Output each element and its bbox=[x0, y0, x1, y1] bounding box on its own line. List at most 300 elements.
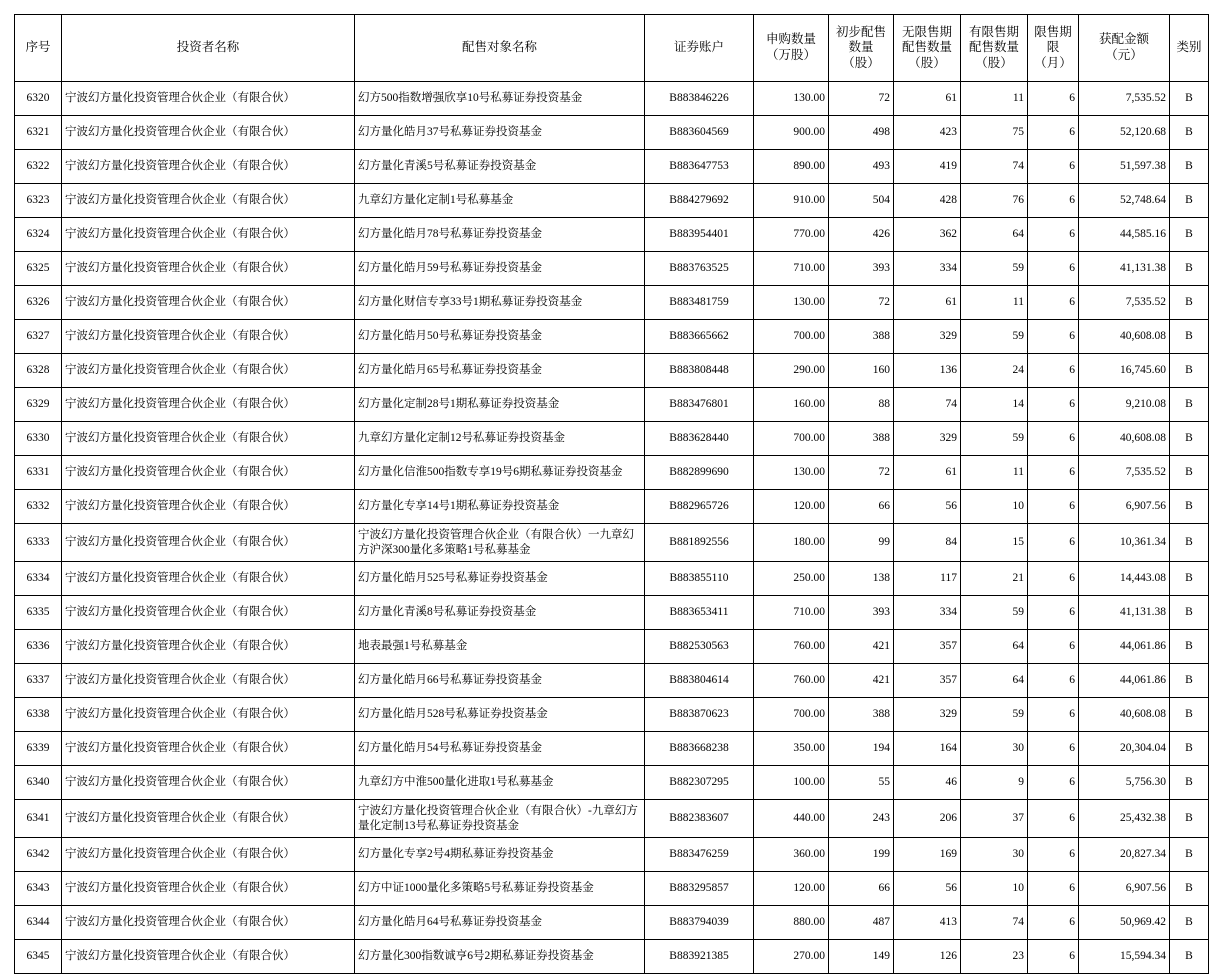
cell-subscription-quantity: 890.00 bbox=[754, 150, 829, 184]
cell-securities-account: B882899690 bbox=[645, 456, 754, 490]
header-label-line: 配售对象名称 bbox=[461, 40, 537, 55]
cell-preliminary-placement-quantity: 199 bbox=[829, 838, 894, 872]
header-label-line: 申购数量 bbox=[765, 32, 816, 47]
cell-subscription-quantity: 270.00 bbox=[754, 940, 829, 974]
table-row bbox=[15, 82, 1209, 116]
placement-object-line: 幻方500指数增强欣享10号私募证券投资基金 bbox=[358, 92, 583, 105]
cell-allocated-amount: 41,131.38 bbox=[1079, 252, 1170, 286]
cell-subscription-quantity: 130.00 bbox=[754, 286, 829, 320]
cell-category: B bbox=[1170, 940, 1209, 974]
cell-lockup-period: 6 bbox=[1028, 872, 1079, 906]
cell-preliminary-placement-quantity: 160 bbox=[829, 354, 894, 388]
cell-allocated-amount: 44,585.16 bbox=[1079, 218, 1170, 252]
table-body bbox=[15, 82, 1209, 974]
table-row bbox=[15, 562, 1209, 596]
cell-category: B bbox=[1170, 490, 1209, 524]
cell-restricted-placement-quantity: 59 bbox=[961, 422, 1028, 456]
cell-investor-name: 宁波幻方量化投资管理合伙企业（有限合伙） bbox=[62, 388, 355, 422]
cell-investor-name: 宁波幻方量化投资管理合伙企业（有限合伙） bbox=[62, 664, 355, 698]
table-row bbox=[15, 252, 1209, 286]
cell-category: B bbox=[1170, 664, 1209, 698]
cell-seq: 6329 bbox=[15, 388, 62, 422]
cell-lockup-period: 6 bbox=[1028, 562, 1079, 596]
header-seq bbox=[15, 15, 62, 82]
header-label-line: 获配金额 bbox=[1098, 32, 1149, 47]
cell-placement-object-name bbox=[355, 766, 645, 800]
header-label-line: 限 bbox=[1046, 40, 1060, 55]
table-row bbox=[15, 354, 1209, 388]
cell-preliminary-placement-quantity: 504 bbox=[829, 184, 894, 218]
cell-subscription-quantity: 130.00 bbox=[754, 82, 829, 116]
cell-unrestricted-placement-quantity: 56 bbox=[894, 872, 961, 906]
header-label-line: 配售数量 bbox=[968, 40, 1019, 55]
cell-preliminary-placement-quantity: 426 bbox=[829, 218, 894, 252]
cell-unrestricted-placement-quantity: 357 bbox=[894, 630, 961, 664]
placement-object-line: 九章幻方量化定制12号私募证券投资基金 bbox=[358, 432, 565, 445]
cell-allocated-amount: 15,594.34 bbox=[1079, 940, 1170, 974]
cell-restricted-placement-quantity: 74 bbox=[961, 150, 1028, 184]
table-row bbox=[15, 732, 1209, 766]
cell-securities-account: B883481759 bbox=[645, 286, 754, 320]
placement-object-line: 幻方量化信淮500指数专享19号6期私募证券投资基金 bbox=[358, 466, 623, 479]
table-row bbox=[15, 490, 1209, 524]
table-row bbox=[15, 766, 1209, 800]
cell-securities-account: B883476259 bbox=[645, 838, 754, 872]
cell-preliminary-placement-quantity: 421 bbox=[829, 630, 894, 664]
cell-preliminary-placement-quantity: 149 bbox=[829, 940, 894, 974]
cell-allocated-amount: 7,535.52 bbox=[1079, 456, 1170, 490]
cell-unrestricted-placement-quantity: 74 bbox=[894, 388, 961, 422]
cell-seq: 6333 bbox=[15, 524, 62, 562]
table-row bbox=[15, 872, 1209, 906]
header-label-line: 配售数量 bbox=[901, 40, 952, 55]
header-label-line: 类别 bbox=[1176, 40, 1202, 55]
cell-subscription-quantity: 700.00 bbox=[754, 698, 829, 732]
cell-placement-object-name bbox=[355, 422, 645, 456]
cell-unrestricted-placement-quantity: 423 bbox=[894, 116, 961, 150]
cell-seq: 6344 bbox=[15, 906, 62, 940]
cell-preliminary-placement-quantity: 243 bbox=[829, 800, 894, 838]
cell-category: B bbox=[1170, 596, 1209, 630]
cell-unrestricted-placement-quantity: 334 bbox=[894, 596, 961, 630]
cell-investor-name: 宁波幻方量化投资管理合伙企业（有限合伙） bbox=[62, 596, 355, 630]
cell-restricted-placement-quantity: 59 bbox=[961, 252, 1028, 286]
cell-subscription-quantity: 760.00 bbox=[754, 664, 829, 698]
cell-securities-account: B883954401 bbox=[645, 218, 754, 252]
cell-unrestricted-placement-quantity: 84 bbox=[894, 524, 961, 562]
cell-preliminary-placement-quantity: 138 bbox=[829, 562, 894, 596]
cell-seq: 6323 bbox=[15, 184, 62, 218]
cell-restricted-placement-quantity: 37 bbox=[961, 800, 1028, 838]
cell-restricted-placement-quantity: 76 bbox=[961, 184, 1028, 218]
cell-restricted-placement-quantity: 23 bbox=[961, 940, 1028, 974]
cell-category: B bbox=[1170, 320, 1209, 354]
placement-object-line: 幻方量化皓月525号私募证券投资基金 bbox=[358, 572, 548, 585]
cell-allocated-amount: 6,907.56 bbox=[1079, 872, 1170, 906]
table-row bbox=[15, 940, 1209, 974]
cell-allocated-amount: 9,210.08 bbox=[1079, 388, 1170, 422]
placement-object-line: 幻方量化皓月528号私募证券投资基金 bbox=[358, 708, 548, 721]
cell-subscription-quantity: 760.00 bbox=[754, 630, 829, 664]
cell-lockup-period: 6 bbox=[1028, 218, 1079, 252]
cell-securities-account: B883647753 bbox=[645, 150, 754, 184]
cell-seq: 6324 bbox=[15, 218, 62, 252]
cell-securities-account: B882530563 bbox=[645, 630, 754, 664]
cell-subscription-quantity: 100.00 bbox=[754, 766, 829, 800]
placement-object-line: 方沪深300量化多策略1号私募基金 bbox=[358, 543, 531, 556]
cell-seq: 6340 bbox=[15, 766, 62, 800]
cell-securities-account: B883921385 bbox=[645, 940, 754, 974]
cell-placement-object-name bbox=[355, 800, 645, 838]
cell-unrestricted-placement-quantity: 428 bbox=[894, 184, 961, 218]
cell-seq: 6331 bbox=[15, 456, 62, 490]
header-label-line: 初步配售 bbox=[835, 24, 886, 39]
cell-placement-object-name bbox=[355, 252, 645, 286]
cell-lockup-period: 6 bbox=[1028, 906, 1079, 940]
cell-investor-name: 宁波幻方量化投资管理合伙企业（有限合伙） bbox=[62, 116, 355, 150]
cell-preliminary-placement-quantity: 194 bbox=[829, 732, 894, 766]
cell-allocated-amount: 14,443.08 bbox=[1079, 562, 1170, 596]
cell-category: B bbox=[1170, 422, 1209, 456]
header-unrestricted-placement-quantity bbox=[894, 15, 961, 82]
cell-allocated-amount: 41,131.38 bbox=[1079, 596, 1170, 630]
cell-placement-object-name bbox=[355, 524, 645, 562]
cell-seq: 6332 bbox=[15, 490, 62, 524]
cell-investor-name: 宁波幻方量化投资管理合伙企业（有限合伙） bbox=[62, 800, 355, 838]
table-row bbox=[15, 116, 1209, 150]
cell-securities-account: B883665662 bbox=[645, 320, 754, 354]
cell-allocated-amount: 44,061.86 bbox=[1079, 630, 1170, 664]
cell-lockup-period: 6 bbox=[1028, 184, 1079, 218]
cell-lockup-period: 6 bbox=[1028, 150, 1079, 184]
cell-seq: 6337 bbox=[15, 664, 62, 698]
cell-placement-object-name bbox=[355, 354, 645, 388]
cell-category: B bbox=[1170, 838, 1209, 872]
cell-preliminary-placement-quantity: 99 bbox=[829, 524, 894, 562]
placement-object-line: 幻方量化财信专享33号1期私募证券投资基金 bbox=[358, 296, 583, 309]
cell-category: B bbox=[1170, 82, 1209, 116]
cell-subscription-quantity: 180.00 bbox=[754, 524, 829, 562]
cell-category: B bbox=[1170, 906, 1209, 940]
cell-placement-object-name bbox=[355, 218, 645, 252]
cell-subscription-quantity: 700.00 bbox=[754, 422, 829, 456]
placement-object-line: 幻方中证1000量化多策略5号私募证券投资基金 bbox=[358, 882, 594, 895]
cell-restricted-placement-quantity: 14 bbox=[961, 388, 1028, 422]
cell-restricted-placement-quantity: 10 bbox=[961, 490, 1028, 524]
cell-preliminary-placement-quantity: 72 bbox=[829, 456, 894, 490]
table-row bbox=[15, 218, 1209, 252]
table-header bbox=[15, 15, 1209, 82]
placement-object-line: 幻方量化300指数诚亨6号2期私募证券投资基金 bbox=[358, 950, 594, 963]
cell-allocated-amount: 40,608.08 bbox=[1079, 422, 1170, 456]
header-subscription-quantity bbox=[754, 15, 829, 82]
placement-object-line: 幻方量化皓月65号私募证券投资基金 bbox=[358, 364, 542, 377]
cell-seq: 6326 bbox=[15, 286, 62, 320]
cell-preliminary-placement-quantity: 487 bbox=[829, 906, 894, 940]
header-securities-account bbox=[645, 15, 754, 82]
cell-restricted-placement-quantity: 30 bbox=[961, 838, 1028, 872]
table-row bbox=[15, 838, 1209, 872]
cell-subscription-quantity: 160.00 bbox=[754, 388, 829, 422]
cell-subscription-quantity: 900.00 bbox=[754, 116, 829, 150]
cell-lockup-period: 6 bbox=[1028, 456, 1079, 490]
cell-category: B bbox=[1170, 766, 1209, 800]
cell-category: B bbox=[1170, 116, 1209, 150]
cell-lockup-period: 6 bbox=[1028, 388, 1079, 422]
cell-placement-object-name bbox=[355, 838, 645, 872]
cell-lockup-period: 6 bbox=[1028, 800, 1079, 838]
placement-object-line: 幻方量化专享14号1期私募证券投资基金 bbox=[358, 500, 560, 513]
placement-object-line: 宁波幻方量化投资管理合伙企业（有限合伙）一九章幻 bbox=[358, 529, 634, 542]
cell-preliminary-placement-quantity: 388 bbox=[829, 422, 894, 456]
cell-unrestricted-placement-quantity: 334 bbox=[894, 252, 961, 286]
cell-unrestricted-placement-quantity: 329 bbox=[894, 698, 961, 732]
cell-unrestricted-placement-quantity: 61 bbox=[894, 456, 961, 490]
cell-category: B bbox=[1170, 252, 1209, 286]
cell-securities-account: B883604569 bbox=[645, 116, 754, 150]
cell-restricted-placement-quantity: 75 bbox=[961, 116, 1028, 150]
placement-object-line: 幻方量化皓月59号私募证券投资基金 bbox=[358, 262, 542, 275]
cell-investor-name: 宁波幻方量化投资管理合伙企业（有限合伙） bbox=[62, 524, 355, 562]
cell-securities-account: B883295857 bbox=[645, 872, 754, 906]
cell-preliminary-placement-quantity: 55 bbox=[829, 766, 894, 800]
cell-lockup-period: 6 bbox=[1028, 354, 1079, 388]
cell-seq: 6327 bbox=[15, 320, 62, 354]
cell-placement-object-name bbox=[355, 320, 645, 354]
cell-securities-account: B881892556 bbox=[645, 524, 754, 562]
cell-securities-account: B883763525 bbox=[645, 252, 754, 286]
cell-lockup-period: 6 bbox=[1028, 940, 1079, 974]
table-row bbox=[15, 698, 1209, 732]
placement-object-line: 幻方量化皓月78号私募证券投资基金 bbox=[358, 228, 542, 241]
placement-object-line: 幻方量化定制28号1期私募证券投资基金 bbox=[358, 398, 560, 411]
cell-unrestricted-placement-quantity: 329 bbox=[894, 320, 961, 354]
allocation-table bbox=[14, 14, 1209, 974]
placement-object-line: 幻方量化专享2号4期私募证券投资基金 bbox=[358, 848, 554, 861]
cell-subscription-quantity: 130.00 bbox=[754, 456, 829, 490]
cell-allocated-amount: 52,120.68 bbox=[1079, 116, 1170, 150]
cell-placement-object-name bbox=[355, 82, 645, 116]
cell-subscription-quantity: 700.00 bbox=[754, 320, 829, 354]
cell-investor-name: 宁波幻方量化投资管理合伙企业（有限合伙） bbox=[62, 940, 355, 974]
cell-restricted-placement-quantity: 21 bbox=[961, 562, 1028, 596]
placement-object-line: 幻方量化皓月50号私募证券投资基金 bbox=[358, 330, 542, 343]
cell-category: B bbox=[1170, 184, 1209, 218]
header-placement-object-name bbox=[355, 15, 645, 82]
cell-lockup-period: 6 bbox=[1028, 838, 1079, 872]
cell-placement-object-name bbox=[355, 940, 645, 974]
cell-unrestricted-placement-quantity: 329 bbox=[894, 422, 961, 456]
cell-securities-account: B882307295 bbox=[645, 766, 754, 800]
cell-unrestricted-placement-quantity: 61 bbox=[894, 286, 961, 320]
cell-investor-name: 宁波幻方量化投资管理合伙企业（有限合伙） bbox=[62, 150, 355, 184]
cell-category: B bbox=[1170, 524, 1209, 562]
cell-lockup-period: 6 bbox=[1028, 524, 1079, 562]
header-category bbox=[1170, 15, 1209, 82]
cell-unrestricted-placement-quantity: 362 bbox=[894, 218, 961, 252]
cell-lockup-period: 6 bbox=[1028, 630, 1079, 664]
cell-restricted-placement-quantity: 59 bbox=[961, 698, 1028, 732]
cell-securities-account: B883668238 bbox=[645, 732, 754, 766]
header-investor-name bbox=[62, 15, 355, 82]
cell-unrestricted-placement-quantity: 413 bbox=[894, 906, 961, 940]
table-row bbox=[15, 320, 1209, 354]
header-row bbox=[15, 15, 1209, 82]
cell-restricted-placement-quantity: 64 bbox=[961, 630, 1028, 664]
cell-investor-name: 宁波幻方量化投资管理合伙企业（有限合伙） bbox=[62, 218, 355, 252]
cell-allocated-amount: 6,907.56 bbox=[1079, 490, 1170, 524]
cell-placement-object-name bbox=[355, 596, 645, 630]
cell-allocated-amount: 50,969.42 bbox=[1079, 906, 1170, 940]
cell-lockup-period: 6 bbox=[1028, 252, 1079, 286]
cell-placement-object-name bbox=[355, 388, 645, 422]
header-label-line: （股） bbox=[908, 55, 946, 70]
cell-seq: 6328 bbox=[15, 354, 62, 388]
cell-investor-name: 宁波幻方量化投资管理合伙企业（有限合伙） bbox=[62, 630, 355, 664]
header-label-line: 投资者名称 bbox=[176, 40, 240, 55]
cell-unrestricted-placement-quantity: 126 bbox=[894, 940, 961, 974]
cell-securities-account: B882965726 bbox=[645, 490, 754, 524]
header-preliminary-placement-quantity bbox=[829, 15, 894, 82]
cell-lockup-period: 6 bbox=[1028, 116, 1079, 150]
cell-placement-object-name bbox=[355, 286, 645, 320]
cell-subscription-quantity: 120.00 bbox=[754, 872, 829, 906]
cell-investor-name: 宁波幻方量化投资管理合伙企业（有限合伙） bbox=[62, 838, 355, 872]
cell-subscription-quantity: 710.00 bbox=[754, 596, 829, 630]
cell-category: B bbox=[1170, 630, 1209, 664]
cell-allocated-amount: 7,535.52 bbox=[1079, 82, 1170, 116]
cell-subscription-quantity: 360.00 bbox=[754, 838, 829, 872]
cell-investor-name: 宁波幻方量化投资管理合伙企业（有限合伙） bbox=[62, 82, 355, 116]
header-label-line: 序号 bbox=[25, 40, 51, 55]
cell-allocated-amount: 52,748.64 bbox=[1079, 184, 1170, 218]
cell-securities-account: B883476801 bbox=[645, 388, 754, 422]
placement-object-line: 九章幻方中淮500量化进取1号私募基金 bbox=[358, 776, 554, 789]
table-row bbox=[15, 456, 1209, 490]
header-lockup-period bbox=[1028, 15, 1079, 82]
header-allocated-amount bbox=[1079, 15, 1170, 82]
cell-restricted-placement-quantity: 24 bbox=[961, 354, 1028, 388]
cell-category: B bbox=[1170, 698, 1209, 732]
cell-category: B bbox=[1170, 456, 1209, 490]
cell-category: B bbox=[1170, 218, 1209, 252]
cell-preliminary-placement-quantity: 393 bbox=[829, 252, 894, 286]
cell-restricted-placement-quantity: 59 bbox=[961, 596, 1028, 630]
cell-seq: 6342 bbox=[15, 838, 62, 872]
cell-seq: 6320 bbox=[15, 82, 62, 116]
cell-seq: 6335 bbox=[15, 596, 62, 630]
cell-category: B bbox=[1170, 354, 1209, 388]
cell-category: B bbox=[1170, 150, 1209, 184]
header-label-line: 有限售期 bbox=[968, 24, 1019, 39]
cell-preliminary-placement-quantity: 66 bbox=[829, 490, 894, 524]
cell-investor-name: 宁波幻方量化投资管理合伙企业（有限合伙） bbox=[62, 490, 355, 524]
cell-preliminary-placement-quantity: 498 bbox=[829, 116, 894, 150]
cell-allocated-amount: 25,432.38 bbox=[1079, 800, 1170, 838]
cell-placement-object-name bbox=[355, 490, 645, 524]
cell-preliminary-placement-quantity: 72 bbox=[829, 286, 894, 320]
cell-securities-account: B883808448 bbox=[645, 354, 754, 388]
cell-investor-name: 宁波幻方量化投资管理合伙企业（有限合伙） bbox=[62, 422, 355, 456]
cell-unrestricted-placement-quantity: 164 bbox=[894, 732, 961, 766]
cell-placement-object-name bbox=[355, 116, 645, 150]
placement-object-line: 幻方量化青溪5号私募证券投资基金 bbox=[358, 160, 537, 173]
cell-investor-name: 宁波幻方量化投资管理合伙企业（有限合伙） bbox=[62, 354, 355, 388]
cell-restricted-placement-quantity: 64 bbox=[961, 218, 1028, 252]
cell-securities-account: B882383607 bbox=[645, 800, 754, 838]
placement-object-line: 宁波幻方量化投资管理合伙企业（有限合伙）-九章幻方 bbox=[358, 805, 638, 818]
cell-allocated-amount: 40,608.08 bbox=[1079, 320, 1170, 354]
cell-subscription-quantity: 250.00 bbox=[754, 562, 829, 596]
cell-seq: 6321 bbox=[15, 116, 62, 150]
cell-placement-object-name bbox=[355, 872, 645, 906]
cell-allocated-amount: 5,756.30 bbox=[1079, 766, 1170, 800]
header-label-line: 无限售期 bbox=[901, 24, 952, 39]
cell-allocated-amount: 7,535.52 bbox=[1079, 286, 1170, 320]
cell-preliminary-placement-quantity: 421 bbox=[829, 664, 894, 698]
cell-seq: 6336 bbox=[15, 630, 62, 664]
cell-restricted-placement-quantity: 59 bbox=[961, 320, 1028, 354]
cell-allocated-amount: 10,361.34 bbox=[1079, 524, 1170, 562]
cell-seq: 6338 bbox=[15, 698, 62, 732]
cell-securities-account: B884279692 bbox=[645, 184, 754, 218]
table-row bbox=[15, 422, 1209, 456]
cell-seq: 6322 bbox=[15, 150, 62, 184]
cell-lockup-period: 6 bbox=[1028, 422, 1079, 456]
cell-placement-object-name bbox=[355, 456, 645, 490]
cell-securities-account: B883846226 bbox=[645, 82, 754, 116]
cell-seq: 6330 bbox=[15, 422, 62, 456]
cell-seq: 6325 bbox=[15, 252, 62, 286]
cell-allocated-amount: 44,061.86 bbox=[1079, 664, 1170, 698]
cell-restricted-placement-quantity: 30 bbox=[961, 732, 1028, 766]
cell-seq: 6345 bbox=[15, 940, 62, 974]
cell-investor-name: 宁波幻方量化投资管理合伙企业（有限合伙） bbox=[62, 698, 355, 732]
cell-lockup-period: 6 bbox=[1028, 596, 1079, 630]
cell-placement-object-name bbox=[355, 906, 645, 940]
cell-investor-name: 宁波幻方量化投资管理合伙企业（有限合伙） bbox=[62, 286, 355, 320]
cell-seq: 6339 bbox=[15, 732, 62, 766]
cell-unrestricted-placement-quantity: 169 bbox=[894, 838, 961, 872]
header-restricted-placement-quantity bbox=[961, 15, 1028, 82]
placement-object-line: 幻方量化青溪8号私募证券投资基金 bbox=[358, 606, 537, 619]
header-label-line: 证券账户 bbox=[673, 40, 724, 55]
cell-allocated-amount: 51,597.38 bbox=[1079, 150, 1170, 184]
cell-unrestricted-placement-quantity: 117 bbox=[894, 562, 961, 596]
cell-subscription-quantity: 350.00 bbox=[754, 732, 829, 766]
cell-subscription-quantity: 440.00 bbox=[754, 800, 829, 838]
cell-placement-object-name bbox=[355, 698, 645, 732]
table-row bbox=[15, 800, 1209, 838]
cell-securities-account: B883870623 bbox=[645, 698, 754, 732]
cell-securities-account: B883628440 bbox=[645, 422, 754, 456]
cell-securities-account: B883804614 bbox=[645, 664, 754, 698]
cell-lockup-period: 6 bbox=[1028, 286, 1079, 320]
cell-unrestricted-placement-quantity: 56 bbox=[894, 490, 961, 524]
table-row bbox=[15, 286, 1209, 320]
cell-investor-name: 宁波幻方量化投资管理合伙企业（有限合伙） bbox=[62, 252, 355, 286]
cell-unrestricted-placement-quantity: 206 bbox=[894, 800, 961, 838]
cell-placement-object-name bbox=[355, 184, 645, 218]
cell-allocated-amount: 20,827.34 bbox=[1079, 838, 1170, 872]
cell-allocated-amount: 40,608.08 bbox=[1079, 698, 1170, 732]
cell-placement-object-name bbox=[355, 664, 645, 698]
cell-unrestricted-placement-quantity: 61 bbox=[894, 82, 961, 116]
table-row bbox=[15, 388, 1209, 422]
placement-object-line: 地表最强1号私募基金 bbox=[358, 640, 468, 653]
cell-lockup-period: 6 bbox=[1028, 320, 1079, 354]
table-row bbox=[15, 630, 1209, 664]
